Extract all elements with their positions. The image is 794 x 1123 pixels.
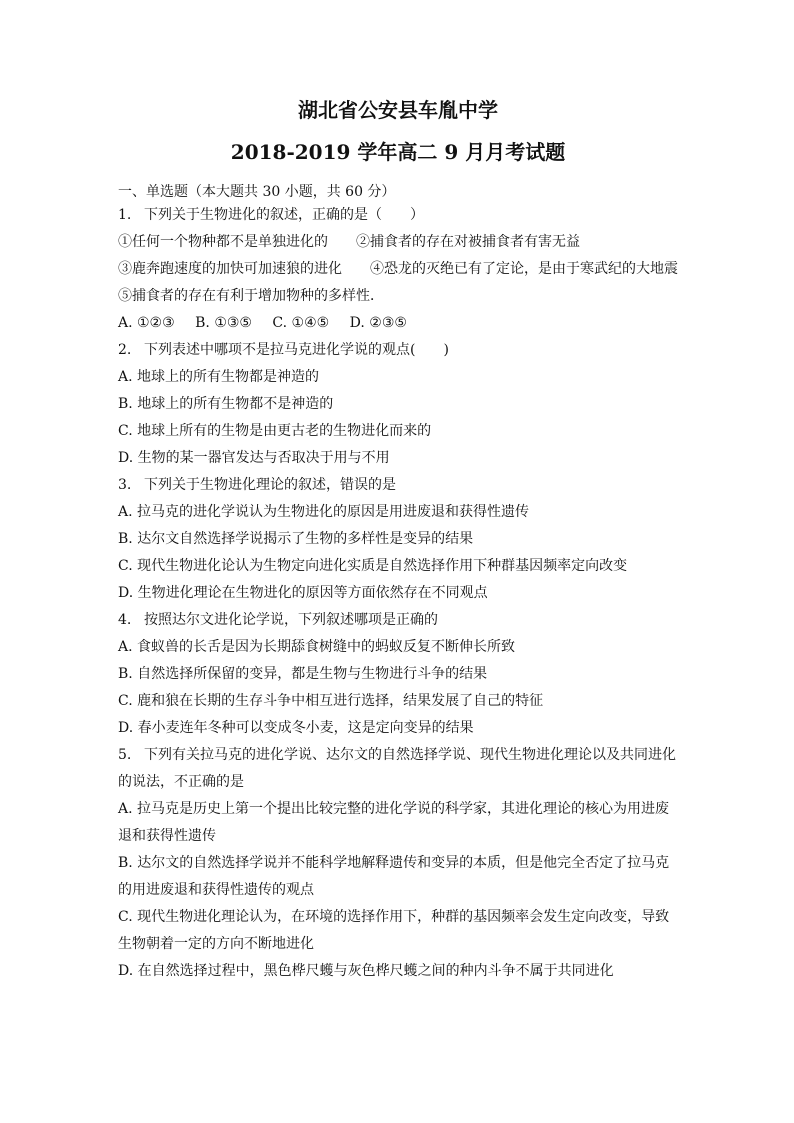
option-b: B. ①③⑤ bbox=[195, 315, 252, 331]
question-number: 5. bbox=[118, 747, 132, 763]
page-subtitle: 2018-2019 学年高二 9 月月考试题 bbox=[230, 140, 566, 164]
option-d: D. 生物进化理论在生物进化的原因等方面依然存在不同观点 bbox=[118, 585, 488, 601]
option-a-continued: 退和获得性遗传 bbox=[118, 828, 216, 844]
option-b: B. 地球上的所有生物都不是神造的 bbox=[118, 396, 334, 412]
option-a: A. ①②③ bbox=[118, 315, 175, 331]
question-stem bbox=[118, 337, 678, 364]
option-d: D. 生物的某一器官发达与否取决于用与不用 bbox=[118, 450, 390, 466]
option-b-continued: 的用进废退和获得性遗传的观点 bbox=[118, 882, 314, 898]
question-text: 下列关于生物进化理论的叙述，错误的是 bbox=[144, 477, 396, 493]
page-title: 湖北省公安县车胤中学 bbox=[298, 98, 498, 122]
option-a: A. 食蚁兽的长舌是因为长期舔食树缝中的蚂蚁反复不断伸长所致 bbox=[118, 639, 516, 655]
question-1 bbox=[118, 202, 678, 337]
question-5 bbox=[118, 742, 678, 985]
option-c: C. 现代生物进化论认为生物定向进化实质是自然选择作用下种群基因频率定向改变 bbox=[118, 558, 628, 574]
question-2 bbox=[118, 337, 678, 472]
option-d: D. 春小麦连年冬种可以变成冬小麦，这是定向变异的结果 bbox=[118, 720, 474, 736]
question-number: 1. bbox=[118, 207, 132, 223]
question-text: 下列关于生物进化的叙述，正确的是（ ） bbox=[144, 207, 424, 223]
question-4 bbox=[118, 607, 678, 742]
option-a: A. 地球上的所有生物都是神造的 bbox=[118, 369, 320, 385]
exam-page bbox=[118, 98, 678, 985]
answer-options-row bbox=[118, 310, 678, 337]
question-stem bbox=[118, 742, 678, 769]
option-a: A. 拉马克是历史上第一个提出比较完整的进化学说的科学家，其进化理论的核心为用进废 bbox=[118, 801, 670, 817]
question-3 bbox=[118, 472, 678, 607]
option-b: B. 自然选择所保留的变异，都是生物与生物进行斗争的结果 bbox=[118, 666, 488, 682]
option-c: C. 鹿和狼在长期的生存斗争中相互进行选择，结果发展了自己的特征 bbox=[118, 693, 544, 709]
option-a: A. 拉马克的进化学说认为生物进化的原因是用进废退和获得性遗传 bbox=[118, 504, 530, 520]
option-c: C. ①④⑤ bbox=[272, 315, 330, 331]
question-number: 2. bbox=[118, 342, 132, 358]
option-c-continued: 生物朝着一定的方向不断地进化 bbox=[118, 936, 314, 952]
question-number: 3. bbox=[118, 477, 132, 493]
section-header: 一、单选题（本大题共 30 小题，共 60 分） bbox=[118, 184, 396, 200]
option-b: B. 达尔文的自然选择学说并不能科学地解释遗传和变异的本质，但是他完全否定了拉马克 bbox=[118, 855, 670, 871]
question-stem bbox=[118, 472, 678, 499]
question-text: 下列表述中哪项不是拉马克进化学说的观点( ) bbox=[144, 342, 449, 358]
question-stem bbox=[118, 607, 678, 634]
statement-line: ③鹿奔跑速度的加快可加速狼的进化 ④恐龙的灭绝已有了定论，是由于寒武纪的大地震 bbox=[118, 261, 678, 277]
statement-line: ⑤捕食者的存在有利于增加物种的多样性． bbox=[118, 288, 384, 304]
option-d: D. 在自然选择过程中，黑色桦尺蠖与灰色桦尺蠖之间的种内斗争不属于共同进化 bbox=[118, 963, 614, 979]
question-text: 下列有关拉马克的进化学说、达尔文的自然选择学说、现代生物进化理论以及共同进化 bbox=[144, 747, 676, 763]
question-stem bbox=[118, 202, 678, 229]
question-number: 4. bbox=[118, 612, 132, 628]
option-d: D. ②③⑤ bbox=[349, 315, 407, 331]
option-c: C. 现代生物进化理论认为，在环境的选择作用下，种群的基因频率会发生定向改变，导致 bbox=[118, 909, 670, 925]
option-b: B. 达尔文自然选择学说揭示了生物的多样性是变异的结果 bbox=[118, 531, 474, 547]
question-text-continued: 的说法，不正确的是 bbox=[118, 774, 244, 790]
question-text: 按照达尔文进化论学说，下列叙述哪项是正确的 bbox=[144, 612, 438, 628]
statement-line: ①任何一个物种都不是单独进化的 ②捕食者的存在对被捕食者有害无益 bbox=[118, 234, 580, 250]
option-c: C. 地球上所有的生物是由更古老的生物进化而来的 bbox=[118, 423, 432, 439]
